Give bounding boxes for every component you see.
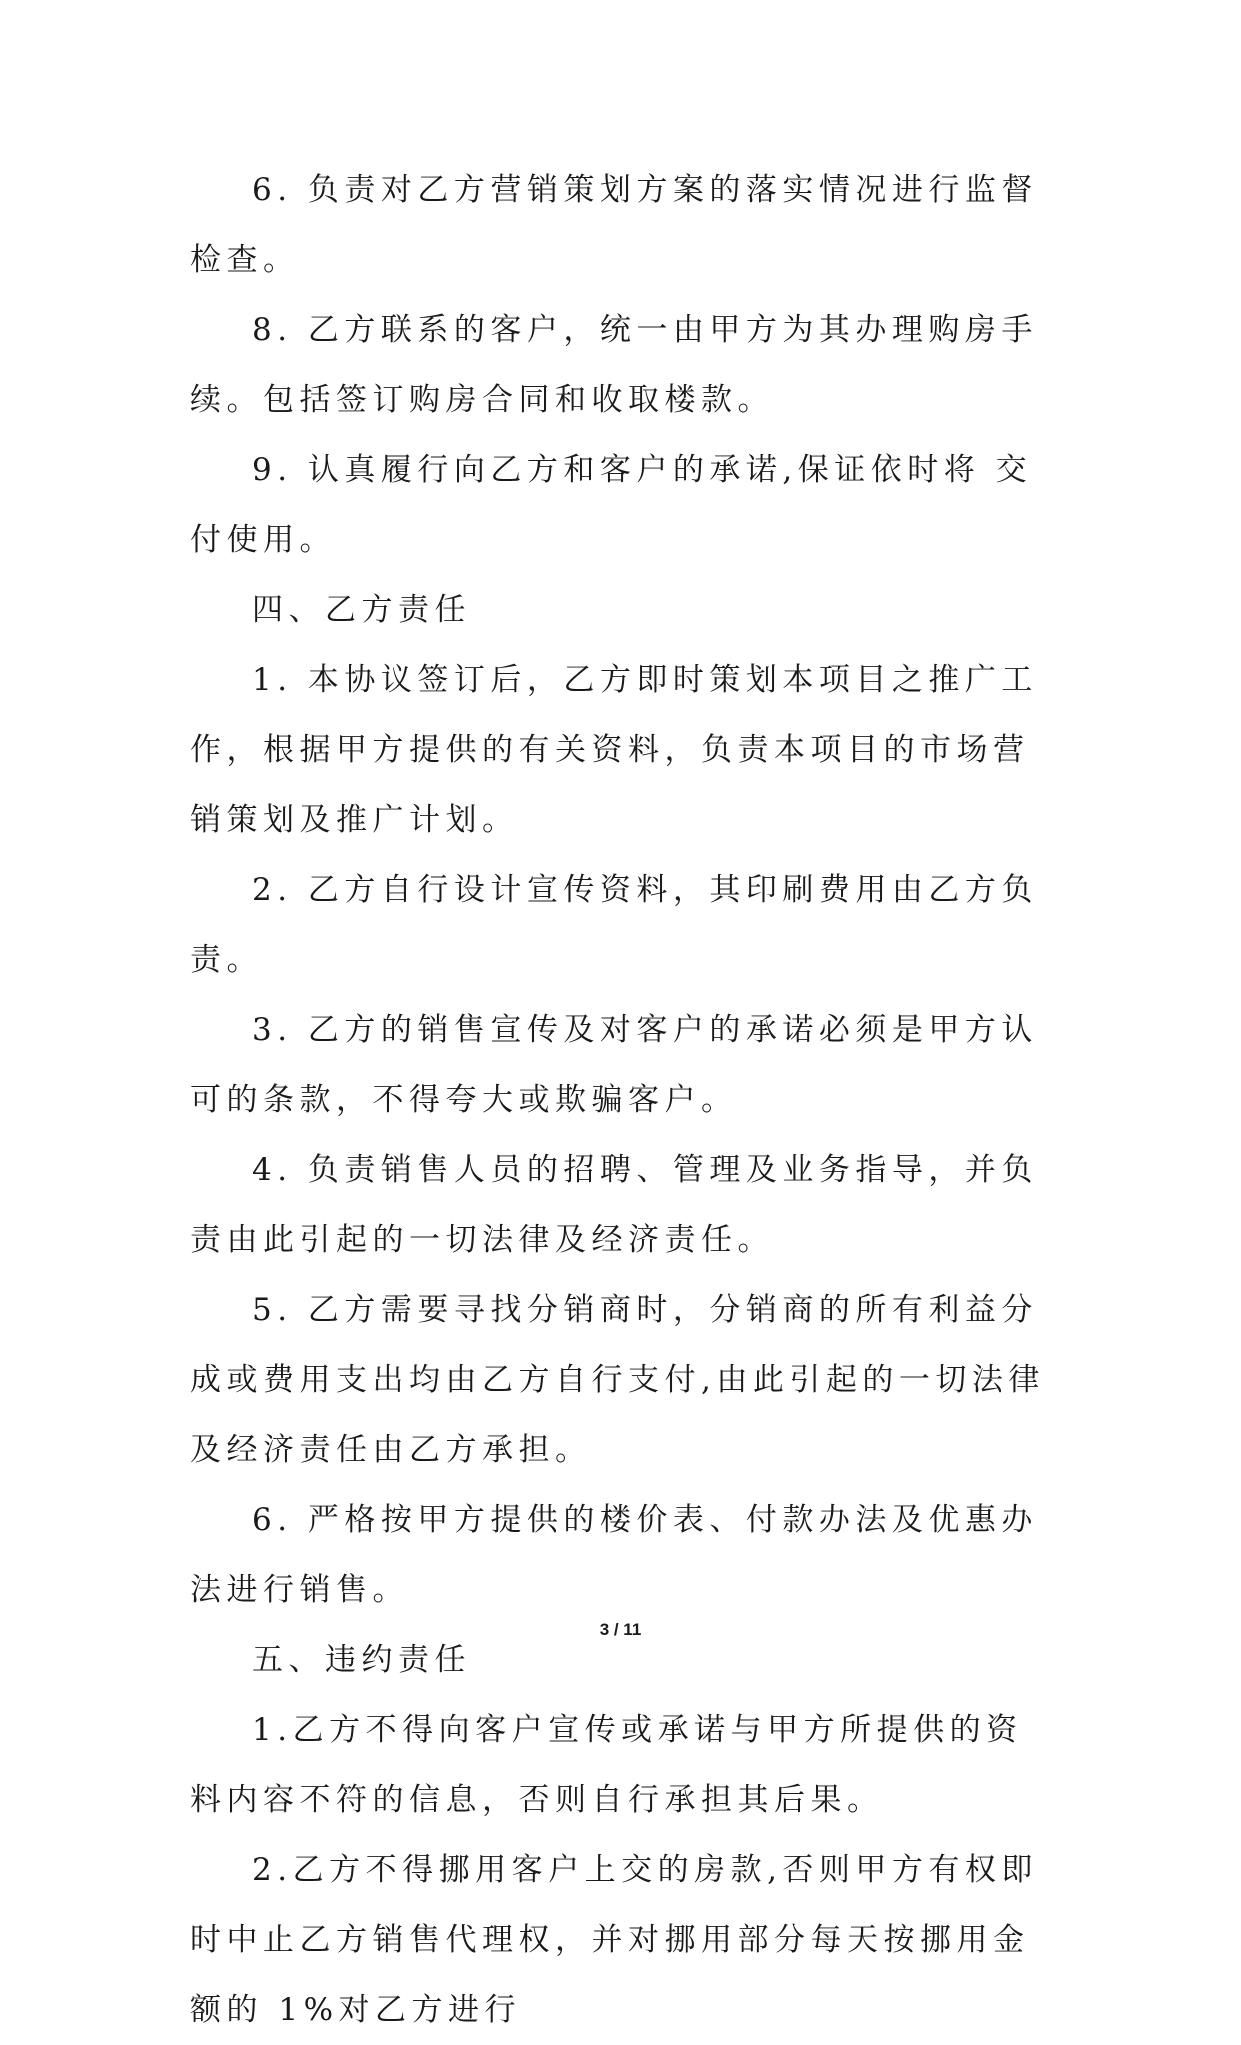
clause-paragraph: 2. 乙方自行设计宣传资料，其印刷费用由乙方负责。 — [190, 872, 1038, 978]
clause-paragraph: 1. 本协议签订后，乙方即时策划本项目之推广工作，根据甲方提供的有关资料，负责本项目的市场营销策划及推广计划。 — [190, 662, 1038, 838]
document-body — [190, 155, 1050, 2045]
clause-paragraph: 9. 认真履行向乙方和客户的承诺,保证依时将 交付使用。 — [190, 452, 1033, 558]
clause-paragraph: 8. 乙方联系的客户，统一由甲方为其办理购房手续。包括签订购房合同和收取楼款。 — [190, 312, 1038, 418]
section-heading: 四、乙方责任 — [252, 592, 471, 628]
clause-paragraph: 6. 严格按甲方提供的楼价表、付款办法及优惠办法进行销售。 — [190, 1502, 1038, 1608]
clause-paragraph: 5. 乙方需要寻找分销商时，分销商的所有利益分成或费用支出均由乙方自行支付,由此引起的一切法律及经济责任由乙方承担。 — [190, 1292, 1045, 1468]
clause-paragraph: 4. 负责销售人员的招聘、管理及业务指导，并负责由此引起的一切法律及经济责任。 — [190, 1152, 1038, 1258]
clause-paragraph: 3. 乙方的销售宣传及对客户的承诺必须是甲方认可的条款，不得夸大或欺骗客户。 — [190, 1012, 1038, 1118]
clause-paragraph: 2.乙方不得挪用客户上交的房款,否则甲方有权即时中止乙方销售代理权，并对挪用部分每天按挪用金额的 1%对乙方进行 — [190, 1852, 1038, 2028]
clause-paragraph: 6. 负责对乙方营销策划方案的落实情况进行监督检查。 — [190, 172, 1038, 278]
clause-paragraph: 1.乙方不得向客户宣传或承诺与甲方所提供的资料内容不符的信息，否则自行承担其后果。 — [190, 1712, 1023, 1818]
section-heading: 五、违约责任 — [252, 1642, 471, 1678]
page-number: 3 / 11 — [599, 1620, 642, 1639]
